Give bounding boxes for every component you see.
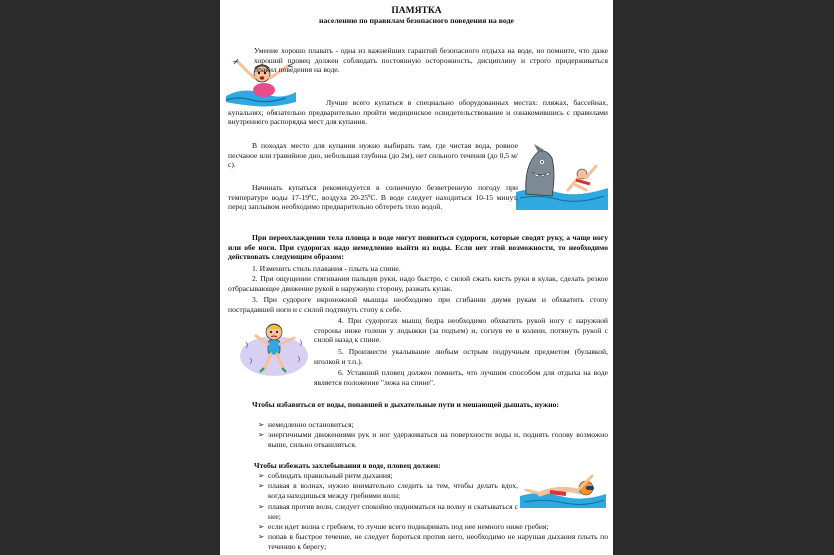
bullet-arrow-icon: ➢ — [258, 522, 265, 531]
paragraph-cramps-warning: При переохлаждении тела пловца в воде могут появиться судороги, которые сводят руку, а чаще ногу или обе ноги. При судорогах надо немедленно выйти из воды. Если нет этой возможности, то необходимо действовать следующим образом: — [228, 233, 608, 262]
paragraph-swimming-skill: Умение хорошо плавать - одна из важнейших гарантий безопасного отдыха на воде, но помните, что даже хороший пловец должен соблюдать постоянную осторожность, дисциплину и строго придерживаться правил поведения на воде. — [254, 46, 608, 75]
paragraph-start-swimming: Начинать купаться рекомендуется в солнечную безветренную погоду при температуре воды 17-19ºС, воздуха 20-25ºС. В воде следует находиться 10-15 минут, перед заплывом необходимо предварительно обтереть тело водой. — [228, 183, 518, 212]
bullet-arrow-icon: ➢ — [258, 532, 265, 541]
section-waves-item: ➢ соблюдать правильный ритм дыхания; — [258, 471, 393, 480]
document-page — [220, 0, 613, 555]
section-waves-item: ➢ если идет волна с гребнем, то лучше всего подныривать под нее немного ниже гребня; — [258, 522, 549, 531]
paragraph-equipped-places: Лучше всего купаться в специально оборудованных местах: пляжах, бассейнах, купальнях; обязательно предварительно пройти медицинское освидетельствование и ознакомившись с правилами внутреннего распорядка мест для купания. — [228, 98, 608, 127]
bullet-arrow-icon: ➢ — [258, 471, 265, 480]
step-3: 3. При судороге икроножной мышцы необходимо при сгибании двумя рукам и обхватить стопу пострадавшей ноги и с силой подтянуть стопу к себе. — [228, 295, 608, 314]
section-water-item: ➢ немедленно остановиться; — [258, 420, 354, 429]
document-subtitle: населению по правилам безопасного поведения на воде — [318, 16, 514, 25]
paragraph-hiking-place: В походах место для купания нужно выбирать там, где чистая вода, ровное песчаное или гравийное дно, небольшая глубина (до 2м), нет сильного течения (до 0,5 м/с). — [228, 141, 518, 170]
section-waves-item: ➢ плавая в волнах, нужно внимательно следить за тем, чтобы делать вдох, когда находишься между гребнями волн; — [258, 481, 518, 500]
document-title: ПАМЯТКА — [391, 6, 442, 16]
bullet-arrow-icon: ➢ — [258, 420, 265, 429]
cramp-swimmer-illustration — [238, 318, 310, 378]
section-waves-heading: Чтобы избежать захлебывания в воде, пловец должен: — [254, 461, 441, 470]
step-6: 6. Уставший пловец должен помнить, что лучшим способом для отдыха на воде является положение "лежа на спине". — [314, 368, 608, 387]
step-5: 5. Произвести укалывание любым острым подручным предметом (булавкой, иголкой и т.п.). — [314, 347, 608, 366]
section-water-heading: Чтобы избавиться от воды, попавшей в дыхательные пути и мешающей дышать, нужно: — [252, 400, 559, 409]
step-1: 1. Изменить стиль плавания - плыть на спине. — [252, 264, 401, 273]
bullet-arrow-icon: ➢ — [258, 502, 265, 511]
bullet-arrow-icon: ➢ — [258, 430, 265, 439]
bullet-arrow-icon: ➢ — [258, 481, 265, 490]
step-2: 2. При ощущении стягивания пальцев руки, надо быстро, с силой сжать кисть руки в кулак, сделать резкое отбрасывающее движение рукой в наружную сторону, разжать кулак. — [228, 274, 608, 293]
section-waves-item: ➢ попав в быстрое течение, не следует бороться против него, необходимо не нарушая дыхания плыть по течению к берегу; — [258, 532, 608, 551]
section-water-item: ➢ энергичными движениями рук и ног удерживаться на поверхности воды и, поднять голову возможно выше, сильно откашляться. — [258, 430, 608, 449]
section-waves-item: ➢ плавая против волн, следует спокойно подниматься на волну и скатываться с нее; — [258, 502, 518, 521]
shark-swimmer-illustration — [516, 144, 608, 210]
step-4: 4. При судорогах мышц бедра необходимо обхватить рукой ногу с наружной стороны ниже голени у лодыжки (за подъем) и, согнув ее в колени, потянуть рукой с силой назад к спине. — [314, 316, 608, 345]
goggles-swimmer-illustration — [520, 472, 606, 508]
